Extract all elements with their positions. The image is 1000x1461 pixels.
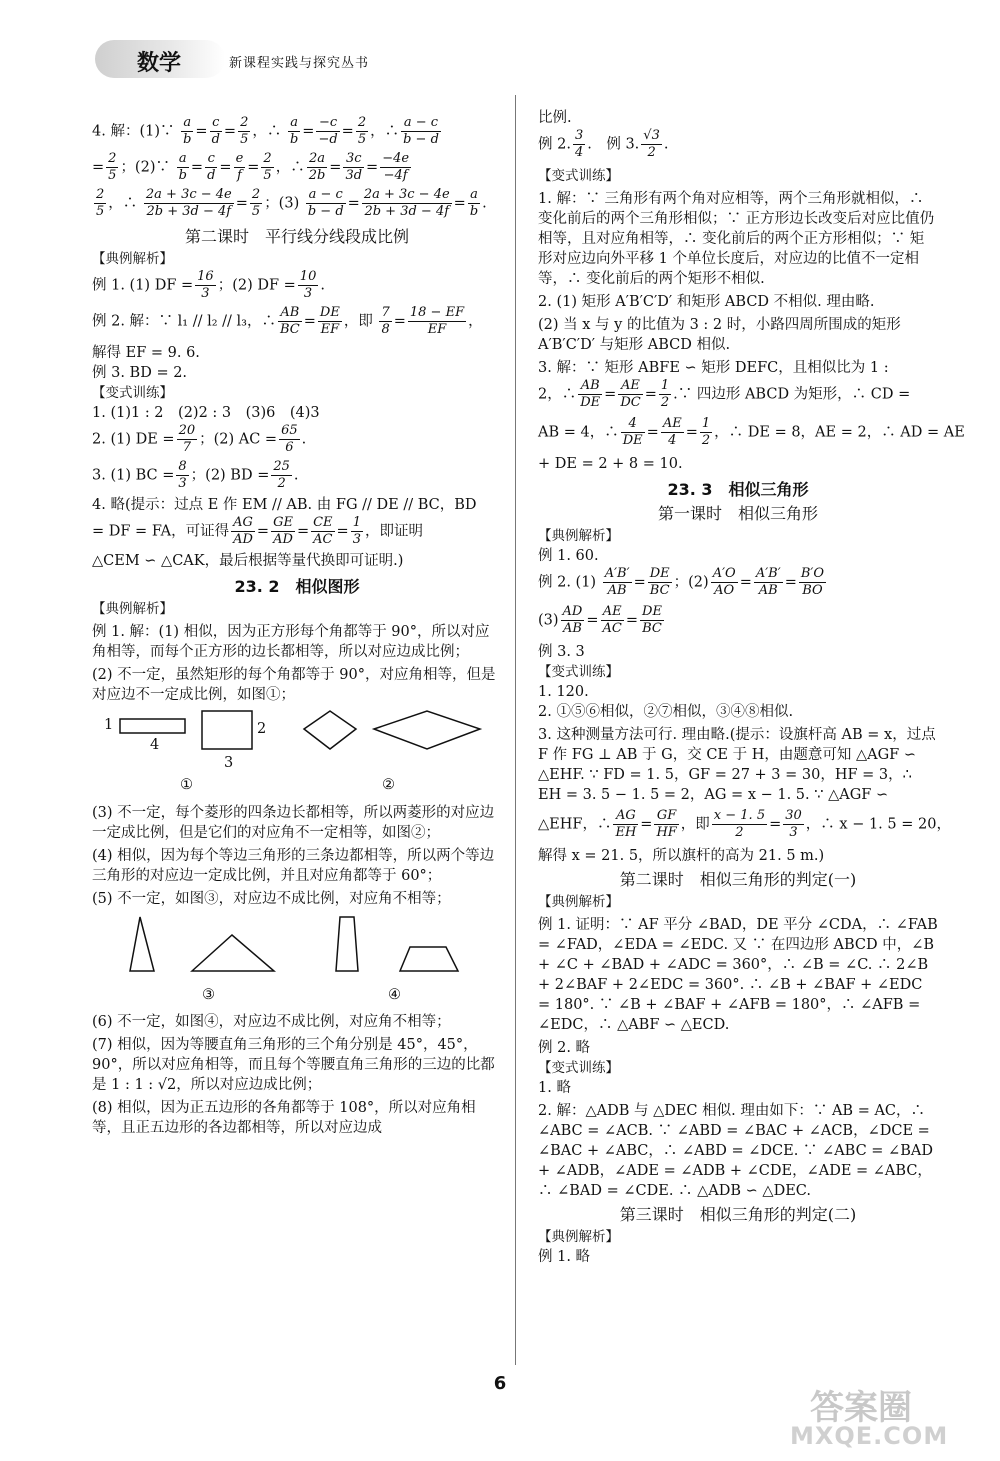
exercise-3: 3. 这种测量方法可行. 理由略.(提示：设旗杆高 AB = x，过点 F 作 FG ⊥ AB 于 G，交 CE 于 H，由题意可知 △AGF ∽ △EHF. ∵ FD = 1. 5，GF = 27 + 3 = 30，HF = 3，∴ EH = 3. 5 − 1. 5 = 2，AG = x − 1. 5. ∵ △AGF ∽ bbox=[538, 727, 936, 803]
section-tag: 【变式训练】 bbox=[538, 664, 619, 680]
watermark-logo: 答案圈 bbox=[810, 1388, 912, 1428]
q4-line2: = $\frac{2}{5}$ ；(2)∵ $\frac{a}{b}$ = $\frac{c}{d}$ = $\frac{e}{f}$ = $\frac{2}{5}$ ，∴ $\frac{2a}{2b}$ = $\frac{3c}{3d}$ = $\frac{-4e}{-4f}$ bbox=[92, 151, 410, 183]
paragraph-2: (2) 不一定，虽然矩形的每个角都等于 90°，对应角相等，但是对应边不一定成比例，如图①； bbox=[92, 667, 496, 703]
section-tag: 【典例解析】 bbox=[538, 528, 619, 544]
section-tag: 【变式训练】 bbox=[92, 385, 173, 401]
paragraph-3: (3) 不一定，每个菱形的四条边长都相等，所以两菱形的对应边一定成比例，但是它们的对应角不一定相等，如图②； bbox=[92, 805, 495, 841]
section-tag: 【典例解析】 bbox=[538, 894, 619, 910]
lesson-title: 第三课时 相似三角形的判定(二) bbox=[619, 1205, 857, 1224]
section-tag: 【典例解析】 bbox=[92, 601, 173, 617]
exercise-2: 2. ①⑤⑥相似，②⑦相似，③④⑧相似. bbox=[538, 704, 794, 720]
example-3: 例 3. BD = 2. bbox=[92, 365, 188, 381]
fig1-width-label: 1 bbox=[104, 717, 114, 733]
example-2-solution: 解得 EF = 9. 6. bbox=[92, 345, 200, 361]
example-2-3: 例 2. $\frac{3}{4}$ . 例 3. $\frac{√3}{2}$ . bbox=[538, 128, 669, 160]
figure-label-3: ③ bbox=[202, 987, 215, 1003]
lesson-title: 第一课时 相似三角形 bbox=[657, 504, 818, 523]
example-2: 例 2. 略 bbox=[538, 1040, 591, 1056]
figure-row-1 bbox=[92, 709, 502, 799]
fig1-length-label: 4 bbox=[150, 737, 160, 753]
paragraph-5: (5) 不一定，如图③，对应边不成比例，对应角不相等； bbox=[92, 891, 451, 907]
paragraph-8: (8) 相似，因为正五边形的各角都等于 108°，所以对应角相等，且正五边形的各边都相等，所以对应边成 bbox=[92, 1100, 476, 1136]
example-1: 例 1. 略 bbox=[538, 1249, 591, 1265]
section-title: 23. 2 相似图形 bbox=[234, 577, 360, 596]
variant-2a: 2. (1) 矩形 A′B′C′D′ 和矩形 ABCD 不相似. 理由略. bbox=[538, 294, 875, 310]
paragraph-4: (4) 相似，因为每个等边三角形的三条边都相等，所以两个等边三角形的对应边一定成比例，并且对应角都等于 60°； bbox=[92, 848, 495, 884]
exercise-4-line1: 4. 略(提示：过点 E 作 EM // AB. 由 FG // DE // BC，BD bbox=[92, 497, 477, 513]
paragraph-1: 例 1. 解：(1) 相似，因为正方形每个角都等于 90°，所以对应角相等，而每个正方形的边长都相等，所以对应边成比例； bbox=[92, 624, 490, 660]
fig1-side-label: 3 bbox=[224, 755, 234, 771]
example-1: 例 1. (1) DF = $\frac{16}{3}$ ；(2) DF = $\frac{10}{3}$ . bbox=[92, 269, 325, 301]
example-3: 例 3. 3 bbox=[538, 644, 585, 660]
lesson-title: 第二课时 相似三角形的判定(一) bbox=[619, 870, 857, 889]
exercise-2: 2. (1) DE = $\frac{20}{7}$ ；(2) AC = $\frac{65}{6}$ . bbox=[92, 423, 307, 455]
variant-3-line3: AB = 4，∴ $\frac{4}{DE}$ = $\frac{AE}{4}$ = $\frac{1}{2}$ ，∴ DE = 8，AE = 2，∴ AD = AE bbox=[538, 416, 965, 448]
page-header bbox=[95, 40, 395, 82]
section-tag: 【变式训练】 bbox=[538, 168, 619, 184]
paragraph-7: (7) 相似，因为等腰直角三角形的三个角分别是 45°，45°，90°，所以对应角相等，而且每个等腰直角三角形的三边的比都是 1 : 1 : √2，所以对应边成比例； bbox=[92, 1037, 495, 1093]
variant-2b: (2) 当 x 与 y 的比值为 3 : 2 时，小路四周所围成的矩形 A′B′C′D′ 与矩形 ABCD 相似. bbox=[538, 317, 901, 353]
figure-label-2: ② bbox=[382, 777, 395, 793]
figure-row-2 bbox=[92, 913, 502, 1008]
variant-3-line2: 2，∴ $\frac{AB}{DE}$ = $\frac{AE}{DC}$ = $\frac{1}{2}$ .∵ 四边形 ABCD 为矩形，∴ CD = bbox=[538, 378, 911, 410]
section-tag: 【变式训练】 bbox=[538, 1060, 619, 1076]
column-divider bbox=[515, 95, 516, 1365]
series-title: 新课程实践与探究丛书 bbox=[229, 56, 370, 71]
figure-label-4: ④ bbox=[388, 987, 401, 1003]
exercise-1: 1. 120. bbox=[538, 684, 589, 700]
exercise-3: 3. (1) BC = $\frac{8}{3}$ ；(2) BD = $\frac{25}{2}$ . bbox=[92, 459, 299, 491]
page-number: 6 bbox=[493, 1373, 507, 1394]
q4-line3: $\frac{2}{5}$ ，∴ $\frac{2a + 3c - 4e}{2b + 3d - 4f}$ = $\frac{2}{5}$ ；(3) $\frac{a - c}{b - d}$ = $\frac{2a + 3c - 4e}{2b + 3d - 4f}$ = $\frac{a}{b}$ . bbox=[96, 187, 487, 219]
exercise-1: 1. 略 bbox=[538, 1080, 571, 1096]
figure-shapes-3-4 bbox=[92, 913, 502, 1008]
subject-label: 数学 bbox=[137, 51, 182, 76]
exercise-4-line2: = DF = FA，可证得 $\frac{AG}{AD}$ = $\frac{GE}{AD}$ = $\frac{CE}{AC}$ = $\frac{1}{3}$ ，即证明 bbox=[92, 515, 423, 547]
section-tag: 【典例解析】 bbox=[92, 251, 173, 267]
right-column bbox=[538, 108, 965, 1267]
lesson-title: 第二课时 平行线分线段成比例 bbox=[184, 227, 409, 246]
paragraph-6: (6) 不一定，如图④，对应边不成比例，对应角不相等； bbox=[92, 1014, 451, 1030]
section-tag: 【典例解析】 bbox=[538, 1229, 619, 1245]
example-2-part3: (3) $\frac{AD}{AB}$ = $\frac{AE}{AC}$ = $\frac{DE}{BC}$ bbox=[538, 604, 662, 636]
proof-example-1: 例 1. 证明：∵ AF 平分 ∠BAD，DE 平分 ∠CDA，∴ ∠FAB = ∠FAD，∠EDA = ∠EDC. 又 ∵ 在四边形 ABCD 中，∠B + ∠C + ∠BAD + ∠ADC = 360°，∴ ∠B = ∠C. ∴ 2∠B + 2∠BAF + 2∠EDC = 360°. ∴ ∠B + ∠BAF + ∠EDC = 180°. ∵ ∠B + ∠BAF + ∠AFB = 180°，∴ ∠AFB = ∠EDC，∴ △ABF ∽ △ECD. bbox=[538, 917, 938, 1033]
exercise-2: 2. 解：△ADB 与 △DEC 相似. 理由如下：∵ AB = AC，∴ ∠ABC = ∠ACB. ∵ ∠ABD = ∠BAC + ∠ACB，∠DCE = ∠BAC + ∠ABC，∴ ∠ABD = ∠DCE. ∵ ∠ABC = ∠BAD + ∠ADB，∠ADE = ∠ADB + ∠CDE，∠ADE = ∠ABC，∴ ∠BAD = ∠CDE. ∴ △ADB ∽ △DEC. bbox=[538, 1103, 933, 1199]
example-2: 例 2. (1) $\frac{A'B'}{AB}$ = $\frac{DE}{BC}$ ；(2) $\frac{A'O}{AO}$ = $\frac{A'B'}{AB}$ = $\frac{B'O}{BO}$ bbox=[538, 566, 825, 598]
continuation: 比例. bbox=[538, 110, 572, 126]
variant-3-line1: 3. 解：∵ 矩形 ABFE ∽ 矩形 DEFC，且相似比为 1 : bbox=[538, 360, 889, 376]
exercise-3-formula: △EHF，∴ $\frac{AG}{EH}$ = $\frac{GF}{HF}$ ，即 $\frac{x - 1. 5}{2}$ = $\frac{30}{3}$ ，∴ x − 1. 5 = 20， bbox=[538, 808, 951, 840]
exercise-4-line3: △CEM ∽ △CAK，最后根据等量代换即可证明.) bbox=[92, 553, 404, 569]
variant-3-line4: + DE = 2 + 8 = 10. bbox=[538, 456, 683, 472]
watermark bbox=[790, 1380, 980, 1455]
left-column bbox=[92, 115, 502, 1141]
fig1-height-label: 2 bbox=[257, 721, 267, 737]
figure-label-1: ① bbox=[180, 777, 193, 793]
exercise-3-answer: 解得 x = 21. 5，所以旗杆的高为 21. 5 m.) bbox=[538, 848, 825, 864]
example-2: 例 2. 解：∵ l₁ // l₂ // l₃，∴ $\frac{AB}{BC}$ = $\frac{DE}{EF}$ ，即 $\frac{7}{8}$ = $\frac{18 - EF}{EF}$ ， bbox=[92, 305, 483, 337]
q4-line1: 4. 解：(1)∵ $\frac{a}{b}$ = $\frac{c}{d}$ = $\frac{2}{5}$ ，∴ $\frac{a}{b}$ = $\frac{-c}{-d}$ = $\frac{2}{5}$ ，∴ $\frac{a - c}{b - d}$ bbox=[92, 115, 439, 147]
section-title: 23. 3 相似三角形 bbox=[667, 480, 809, 499]
watermark-url: MXQE.COM bbox=[790, 1422, 949, 1450]
exercise-1: 1. (1)1 : 2 (2)2 : 3 (3)6 (4)3 bbox=[92, 405, 320, 421]
variant-1: 1. 解：∵ 三角形有两个角对应相等，两个三角形就相似，∴ 变化前后的两个三角形相似；∵ 正方形边长改变后对应比值仍相等，且对应角相等，∴ 变化前后的两个正方形相似；∵ 矩形对应边向外平移 1 个单位长度后，对应边的比值不一定相等，∴ 变化前后的两个矩形不相似. bbox=[538, 191, 935, 287]
example-1: 例 1. 60. bbox=[538, 548, 599, 564]
